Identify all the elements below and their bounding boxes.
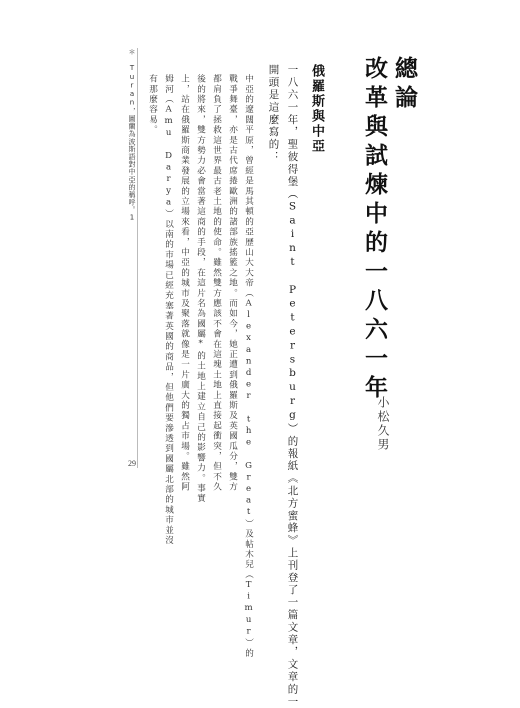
- quote-line: 後的將來，雙方勢力必會當著這商的手段，在這片名為國屬*的土地上建立自己的影響力。事實: [195, 74, 206, 504]
- chapter-label: 總論: [391, 56, 418, 114]
- paragraph-line: 開頭是這麼寫的：: [267, 64, 280, 164]
- quote-line: 都肩負了拯救這世界最古老土地的使命。雖然雙方應該不會在這塊土地上直接起衝突，但不久: [211, 74, 222, 493]
- chapter-title: 改革與試煉中的一八六一年: [361, 56, 388, 404]
- quote-line: 姆河（Amu Darya）以南的市場已經充塞著英國的商品，但他們要滲透到國屬北部的城市並沒: [163, 74, 174, 546]
- author-name: 小松久男: [376, 396, 390, 452]
- footnote-divider: [137, 48, 138, 468]
- quote-line: 中亞的遼闊平原，曾經是馬其頓的亞歷山大大帝（Alexander the Great）及帖木兒（Timur）的: [243, 74, 254, 659]
- section-heading: 俄羅斯與中亞: [309, 64, 324, 154]
- quote-line: 有那麼容易。: [147, 74, 158, 136]
- quote-line: 上，站在俄羅斯商業發展的立場來看，中亞的城市及聚落就像是一片廣大的獨占市場。雖然阿: [179, 74, 190, 493]
- quote-line: 戰爭舞臺，亦是古代席捲歐洲的諸部族搖籃之地。而如今，她正遭到俄羅斯及英國瓜分，雙方: [227, 74, 238, 493]
- footnote: ＊ Turan，圖蘭為波斯語對中亞的稱呼。1: [128, 48, 136, 223]
- page-number: 29: [128, 459, 136, 468]
- paragraph-line: 一八六一年，聖彼得堡（Saint Petersburg）的報紙《北方蜜蜂》上刊登了一篇文章，文章的一: [286, 64, 299, 708]
